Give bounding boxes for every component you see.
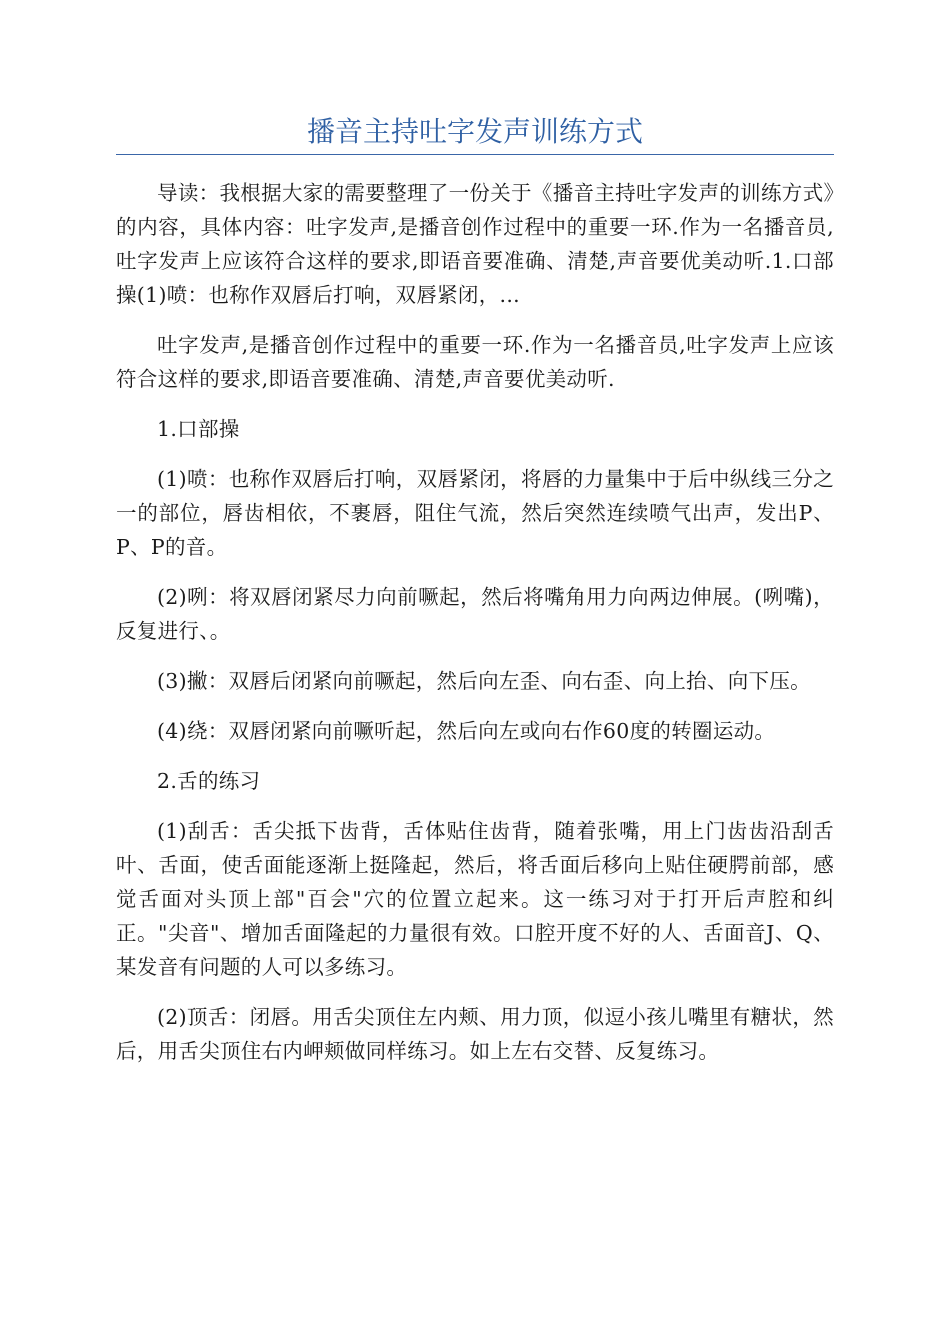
- document-body: [116, 176, 834, 1084]
- document-title: 播音主持吐字发声训练方式: [306, 115, 643, 148]
- section-heading: 2.舌的练习: [157, 769, 261, 793]
- body-paragraph: 吐字发声,是播音创作过程中的重要一环.作为一名播音员,吐字发声上应该符合这样的要求,即语音要准确、清楚,声音要优美动听.: [116, 333, 834, 391]
- body-paragraph: (1)刮舌：舌尖抵下齿背，舌体贴住齿背，随着张嘴，用上门齿齿沿刮舌叶、舌面，使舌面能逐渐上挺隆起，然后，将舌面后移向上贴住硬腭前部，感觉舌面对头顶上部"百会"穴的位置立起来。这一练习对于打开后声腔和纠正。"尖音"、增加舌面隆起的力量很有效。口腔开度不好的人、舌面音J、Q、某发音有问题的人可以多练习。: [116, 819, 834, 979]
- body-paragraph: (4)绕：双唇闭紧向前噘听起，然后向左或向右作60度的转圈运动。: [157, 719, 776, 743]
- section-heading: 1.口部操: [157, 417, 240, 441]
- body-paragraph: (2)顶舌：闭唇。用舌尖顶住左内颊、用力顶，似逗小孩儿嘴里有糖状，然后，用舌尖顶住右内岬颊做同样练习。如上左右交替、反复练习。: [116, 1005, 834, 1063]
- body-paragraph: (1)喷：也称作双唇后打响，双唇紧闭，将唇的力量集中于后中纵线三分之一的部位，唇齿相依，不裹唇，阻住气流，然后突然连续喷气出声，发出P、P、P的音。: [116, 467, 834, 559]
- title-underline: [116, 154, 834, 155]
- body-paragraph: (3)撇：双唇后闭紧向前噘起，然后向左歪、向右歪、向上抬、向下压。: [157, 669, 811, 693]
- intro-paragraph: 导读：我根据大家的需要整理了一份关于《播音主持吐字发声的训练方式》的内容，具体内容：吐字发声,是播音创作过程中的重要一环.作为一名播音员,吐字发声上应该符合这样的要求,即语音要准确、清楚,声音要优美动听.1.口部操(1)喷：也称作双唇后打响，双唇紧闭，...: [116, 181, 834, 307]
- body-paragraph: (2)咧：将双唇闭紧尽力向前噘起，然后将嘴角用力向两边伸展。(咧嘴)，反复进行、。: [116, 585, 834, 643]
